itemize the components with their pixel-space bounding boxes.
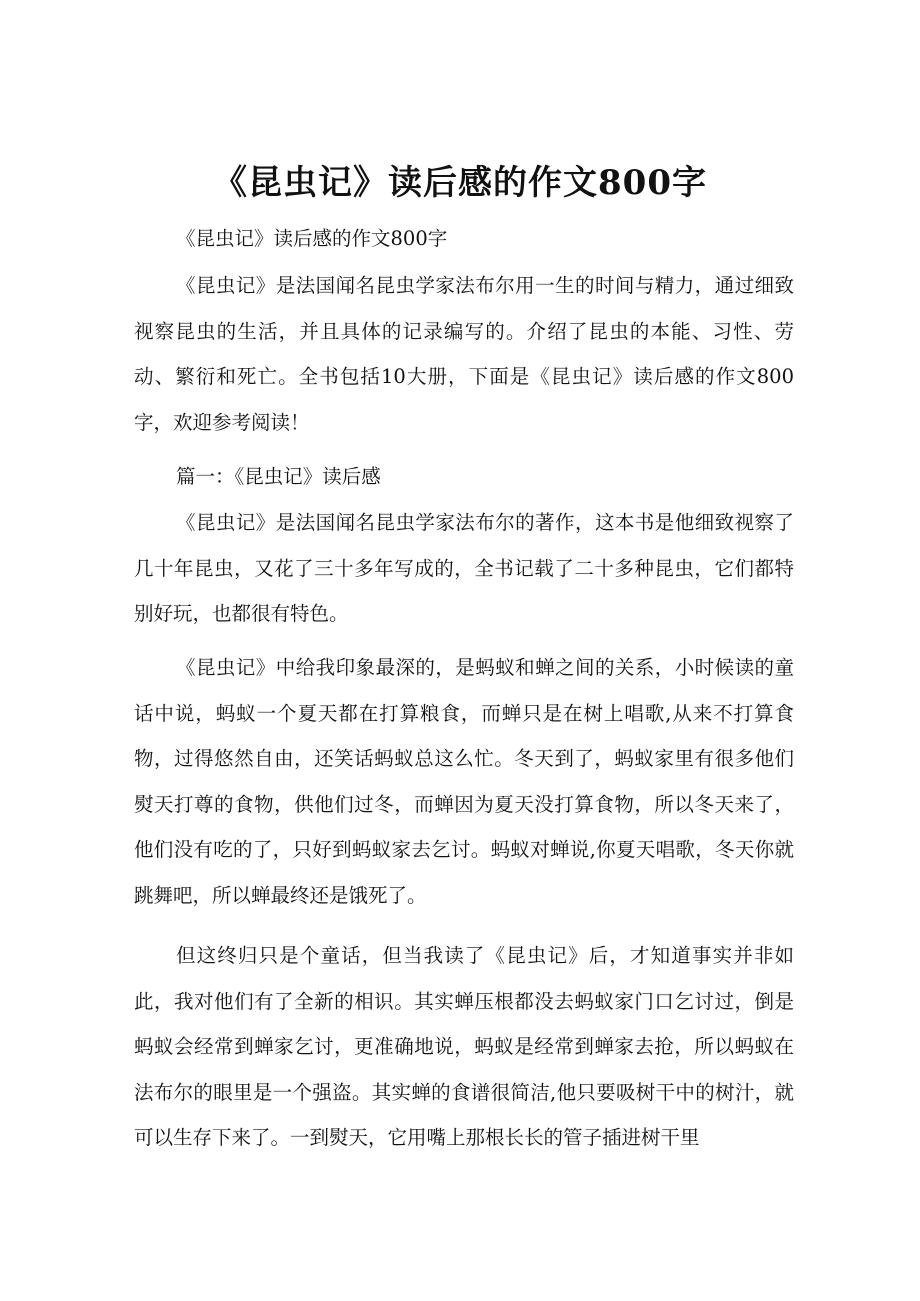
section-heading: 篇一：《昆虫记》读后感 (176, 465, 381, 488)
body-paragraph: 《昆虫记》中给我印象最深的，是蚂蚁和蝉之间的关系，小时候读的童话中说，蚂蚁一个夏天都在打算粮食，而蝉只是在树上唱歌,从来不打算食物，过得悠然自由，还笑话蚂蚁总这么忙。冬天到了，蚂蚁家里有很多他们熨天打尊的食物，供他们过冬，而蝉因为夏天没打算食物，所以冬天来了，他们没有吃的了，只好到蚂蚁家去乞讨。蚂蚁对蝉说,你夏天唱歌，冬天你就跳舞吧，所以蝉最终还是饿死了。 (134, 656, 794, 907)
body-paragraph: 但这终归只是个童话，但当我读了《昆虫记》后，才知道事实并非如此，我对他们有了全新的相识。其实蝉压根都没去蚂蚁家门口乞讨过，倒是蚂蚁会经常到蝉家乞讨，更准确地说，蚂蚁是经常到蝉家去抢，所以蚂蚁在法布尔的眼里是一个强盗。其实蝉的食谱很简洁,他只要吸树干中的树汁，就可以生存下来了。一到熨天，它用嘴上那根长长的管子插进树干里 (134, 944, 794, 1149)
body-paragraph: 《昆虫记》是法国闻名昆虫学家法布尔的著作，这本书是他细致视察了几十年昆虫，又花了三十多年写成的，全书记载了二十多种昆虫，它们都特别好玩，也都很有特色。 (134, 511, 794, 625)
intro-paragraph: 《昆虫记》是法国闻名昆虫学家法布尔用一生的时间与精力，通过细致视察昆虫的生活，并且具体的记录编写的。介绍了昆虫的本能、习性、劳动、繁衍和死亡。全书包括10大册，下面是《昆虫记》读后感的作文800字，欢迎参考阅读！ (134, 274, 794, 434)
document-title: 《昆虫记》读后感的作文800字 (213, 162, 707, 203)
subtitle-paragraph: 《昆虫记》读后感的作文800字 (176, 227, 448, 250)
